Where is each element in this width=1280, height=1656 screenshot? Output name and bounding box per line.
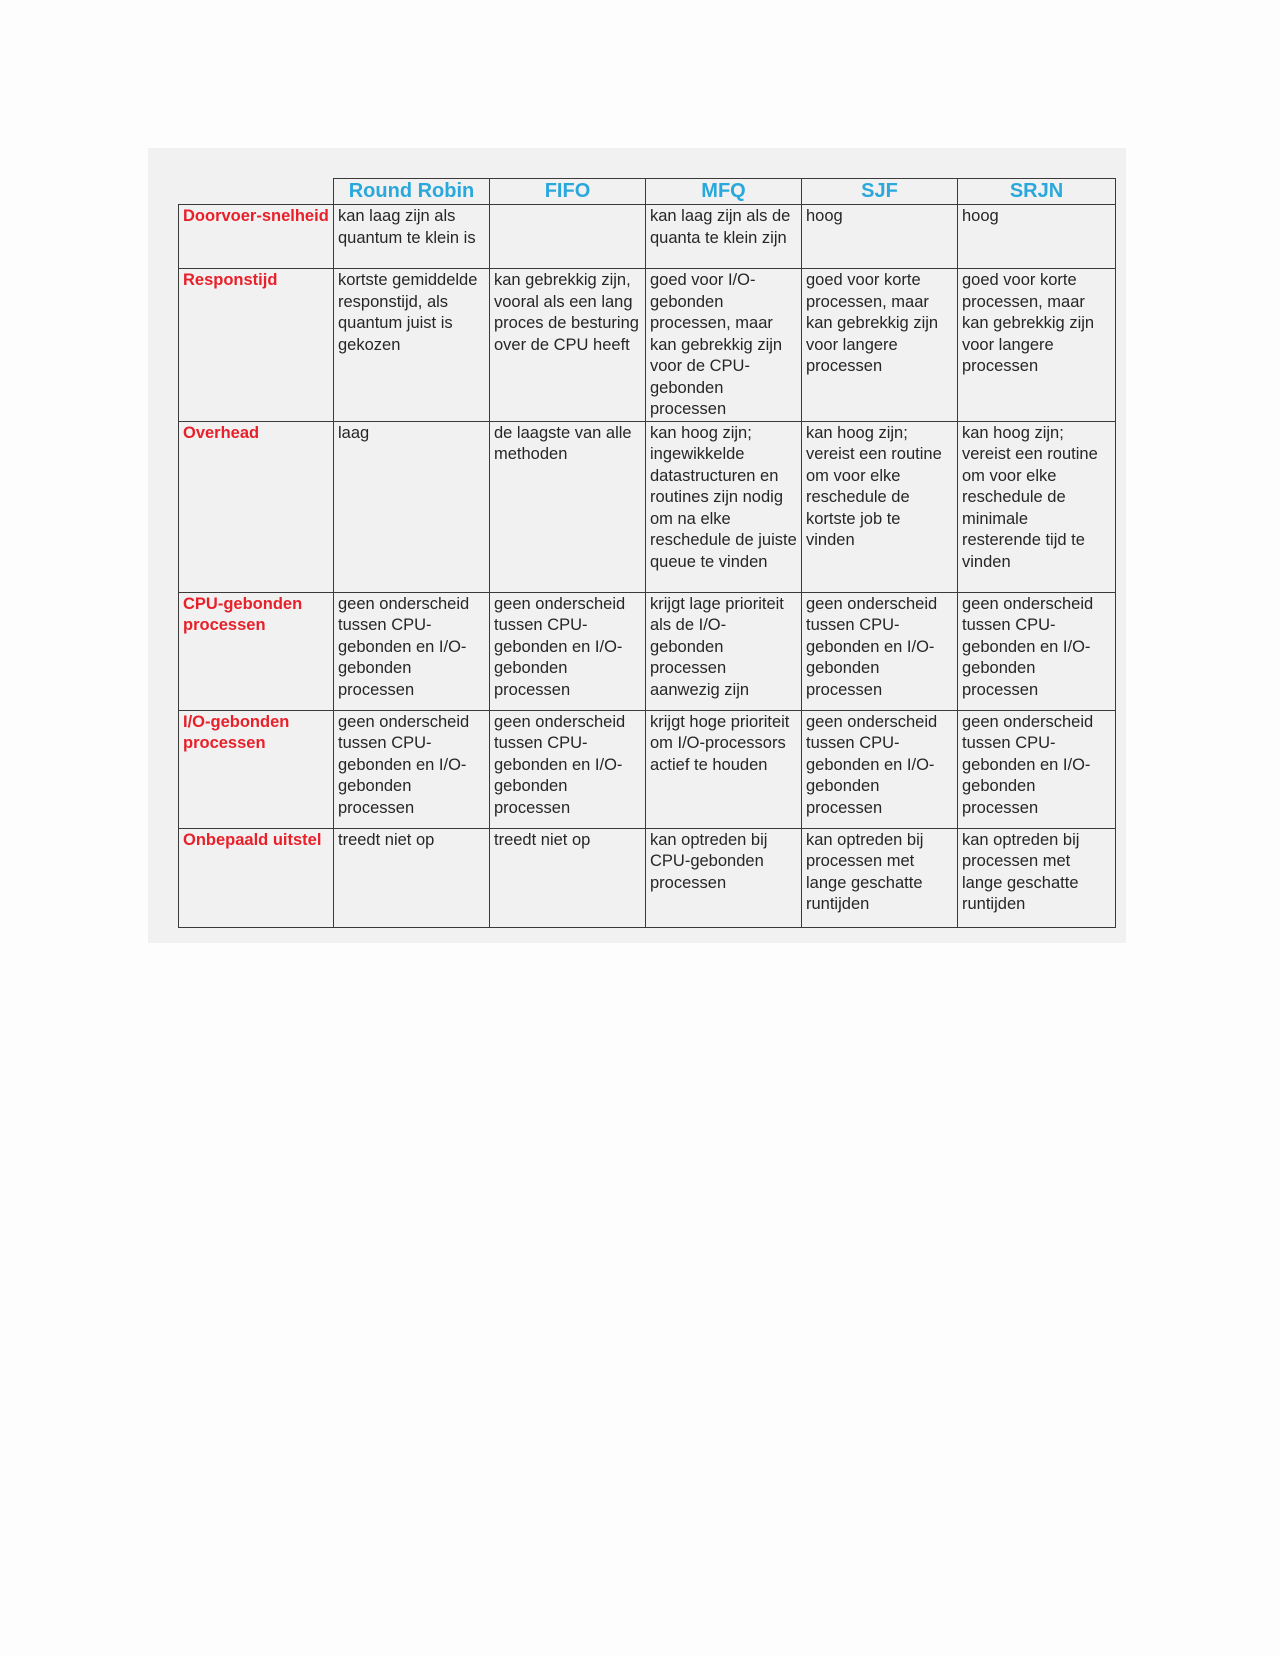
table-cell: krijgt hoge prioriteit om I/O-processors actief te houden bbox=[646, 710, 802, 828]
table-cell: kan hoog zijn; vereist een routine om voor elke reschedule de minimale resterende tijd te vinden bbox=[958, 421, 1116, 592]
table-row bbox=[179, 710, 1116, 828]
table-cell: kan optreden bij processen met lange geschatte runtijden bbox=[958, 828, 1116, 927]
table-cell: hoog bbox=[802, 205, 958, 269]
table-cell: kan hoog zijn; vereist een routine om voor elke reschedule de kortste job te vinden bbox=[802, 421, 958, 592]
column-header-mfq: MFQ bbox=[646, 179, 802, 205]
table-cell: kortste gemiddelde responstijd, als quantum juist is gekozen bbox=[334, 269, 490, 422]
header-row bbox=[179, 179, 1116, 205]
table-cell: geen onderscheid tussen CPU-gebonden en I/O-gebonden processen bbox=[490, 592, 646, 710]
table-cell: kan laag zijn als de quanta te klein zijn bbox=[646, 205, 802, 269]
table-row bbox=[179, 592, 1116, 710]
table-cell: treedt niet op bbox=[334, 828, 490, 927]
column-header-sjf: SJF bbox=[802, 179, 958, 205]
table-cell: treedt niet op bbox=[490, 828, 646, 927]
table-cell: krijgt lage prioriteit als de I/O-gebonden processen aanwezig zijn bbox=[646, 592, 802, 710]
row-header-responstijd: Responstijd bbox=[179, 269, 334, 422]
table-cell: geen onderscheid tussen CPU-gebonden en I/O-gebonden processen bbox=[802, 592, 958, 710]
table-cell: hoog bbox=[958, 205, 1116, 269]
table-cell: geen onderscheid tussen CPU-gebonden en I/O-gebonden processen bbox=[334, 710, 490, 828]
row-header-overhead: Overhead bbox=[179, 421, 334, 592]
table-cell: goed voor korte processen, maar kan gebrekkig zijn voor langere processen bbox=[802, 269, 958, 422]
table-cell: geen onderscheid tussen CPU-gebonden en I/O-gebonden processen bbox=[958, 592, 1116, 710]
table-cell: geen onderscheid tussen CPU-gebonden en I/O-gebonden processen bbox=[958, 710, 1116, 828]
column-header-srjn: SRJN bbox=[958, 179, 1116, 205]
table-cell: geen onderscheid tussen CPU-gebonden en I/O-gebonden processen bbox=[490, 710, 646, 828]
table-cell: geen onderscheid tussen CPU-gebonden en I/O-gebonden processen bbox=[802, 710, 958, 828]
table-cell bbox=[490, 205, 646, 269]
column-header-round-robin: Round Robin bbox=[334, 179, 490, 205]
row-header-onbepaald-uitstel: Onbepaald uitstel bbox=[179, 828, 334, 927]
table-cell: de laagste van alle methoden bbox=[490, 421, 646, 592]
table-cell: goed voor I/O-gebonden processen, maar kan gebrekkig zijn voor de CPU-gebonden processen bbox=[646, 269, 802, 422]
table-row bbox=[179, 269, 1116, 422]
table-cell: kan laag zijn als quantum te klein is bbox=[334, 205, 490, 269]
table-row bbox=[179, 205, 1116, 269]
table-cell: goed voor korte processen, maar kan gebrekkig zijn voor langere processen bbox=[958, 269, 1116, 422]
table-cell: kan gebrekkig zijn, vooral als een lang proces de besturing over de CPU heeft bbox=[490, 269, 646, 422]
row-header-cpu-gebonden: CPU-gebonden processen bbox=[179, 592, 334, 710]
table-cell: geen onderscheid tussen CPU-gebonden en I/O-gebonden processen bbox=[334, 592, 490, 710]
table-cell: kan optreden bij CPU-gebonden processen bbox=[646, 828, 802, 927]
table-cell: kan hoog zijn; ingewikkelde datastructuren en routines zijn nodig om na elke reschedule de juiste queue te vinden bbox=[646, 421, 802, 592]
table-row bbox=[179, 421, 1116, 592]
row-header-io-gebonden: I/O-gebonden processen bbox=[179, 710, 334, 828]
table-row bbox=[179, 828, 1116, 927]
table-cell: kan optreden bij processen met lange geschatte runtijden bbox=[802, 828, 958, 927]
table-figure bbox=[148, 148, 1126, 943]
scheduling-comparison-table bbox=[178, 178, 1116, 928]
row-header-doorvoersnelheid: Doorvoer-snelheid bbox=[179, 205, 334, 269]
corner-cell bbox=[179, 179, 334, 205]
column-header-fifo: FIFO bbox=[490, 179, 646, 205]
table-cell: laag bbox=[334, 421, 490, 592]
